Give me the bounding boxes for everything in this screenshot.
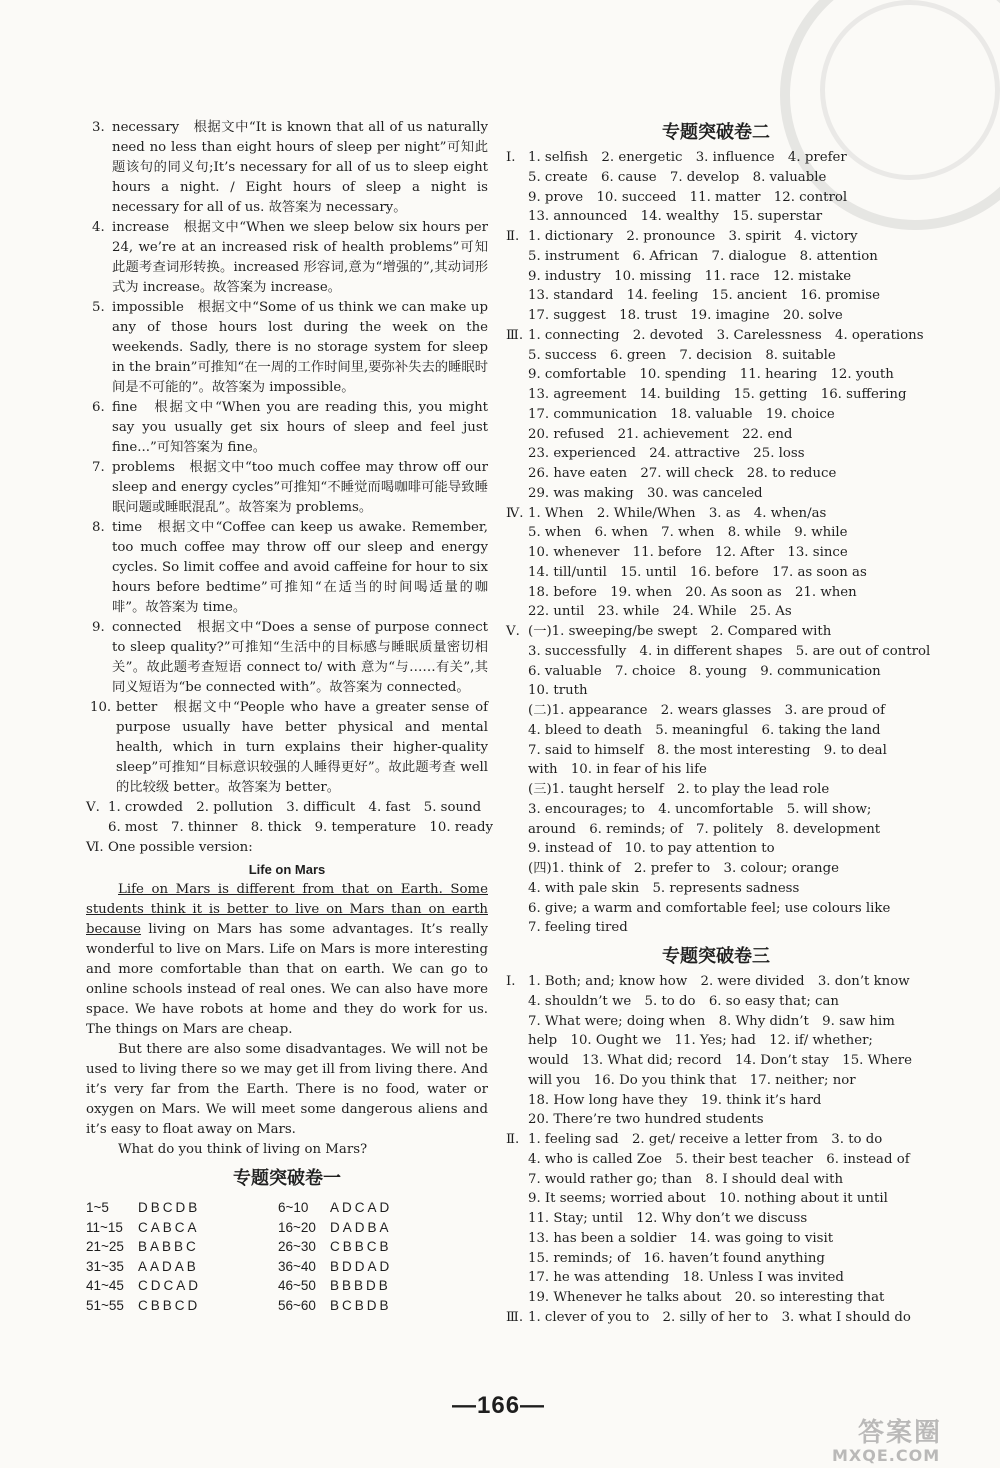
question-range: 16~20 [278, 1219, 316, 1235]
answer-text: 3. encourages; to 4. uncomfortable 5. will show; [528, 801, 872, 817]
answer-text: 1. dictionary 2. pronounce 3. spirit 4. victory [528, 229, 858, 244]
item-text: connected 根据文中“Does a sense of purpose connect to sleep quality?”可推知“生活中的目标感与睡眠质量密切相关”。故此题考查短语 connect to/ with 意为“与……有关”,其同义短语为“be connected with”。故答案为 connected。 [112, 620, 488, 695]
question-range: 1~5 [86, 1200, 109, 1215]
answer-line [506, 425, 926, 445]
answer-text: 6. give; a warm and comfortable feel; use colours like [528, 900, 891, 916]
question-range: 56~60 [278, 1297, 316, 1313]
answer-line [506, 1268, 926, 1288]
answer-explanations [86, 118, 488, 798]
answer-item [86, 398, 488, 458]
section-number: Ⅴ. [86, 800, 100, 815]
item-text: fine 根据文中“When you are reading this, you might say you usually get six hours of sleep and feel just fine...”可知答案为 fine。 [112, 400, 488, 455]
answer-text: 18. How long have they 19. think it’s hard [528, 1092, 822, 1108]
section-title: 专题突破卷一 [233, 1168, 341, 1189]
answer-text: 6. valuable 7. choice 8. young 9. communication [528, 663, 881, 679]
answer-line [506, 444, 926, 464]
answer-text: 23. experienced 24. attractive 25. loss [528, 446, 805, 462]
item-text: time 根据文中“Coffee can keep us awake. Remember, too much coffee may throw off our sleep and energy cycles. So limit coffee and avoid caffeine for hour to six hours before bedtime”可推知“在适当的时间喝适量的咖啡”。故答案为 time。 [112, 520, 488, 615]
answer-text: 9. instead of 10. to pay attention to [528, 841, 775, 857]
answer-text: 4. shouldn’t we 5. to do 6. so easy that; can [528, 993, 839, 1009]
answer-line [506, 701, 926, 721]
answer-line [506, 583, 926, 603]
answer-line [506, 504, 926, 524]
answer-text: 13. announced 14. wealthy 15. superstar [528, 209, 823, 225]
question-range: 51~55 [86, 1297, 124, 1313]
left-column [86, 118, 493, 1315]
answer-line [506, 1051, 926, 1071]
answer-key-row [86, 1237, 488, 1257]
answer-text: 10. whenever 11. before 12. After 13. since [528, 545, 848, 560]
answer-line [506, 1229, 926, 1249]
answer-text: 14. till/until 15. until 16. before 17. as soon as [528, 564, 867, 580]
answer-item [86, 698, 488, 798]
answer-line [506, 1249, 926, 1269]
section-number: Ⅵ. [86, 840, 104, 855]
answer-line [506, 306, 926, 326]
answer-letters: ADCAD [330, 1200, 393, 1215]
answer-line [506, 839, 926, 859]
section-number: Ⅰ. [506, 974, 516, 989]
answer-text: 1. feeling sad 2. get/ receive a letter from 3. to do [528, 1132, 883, 1147]
answer-text: 1. When 2. While/When 3. as 4. when/as [528, 505, 827, 521]
answer-text: 19. Whenever he talks about 20. so interesting that [528, 1290, 885, 1305]
answer-line [506, 1071, 926, 1091]
section-number: Ⅰ. [506, 150, 516, 165]
answer-text: would 13. What did; record 14. Don’t stay 15. Where [528, 1053, 912, 1068]
answer-text: will you 16. Do you think that 17. neither; nor [528, 1072, 856, 1088]
answer-text: 1. connecting 2. devoted 3. Carelessness 4. operations [528, 327, 924, 343]
answer-text: 10. truth [528, 683, 588, 699]
section-v-answers [86, 798, 488, 818]
answer-item [86, 518, 488, 618]
answer-text: 20. refused 21. achievement 22. end [528, 426, 793, 442]
answer-text: 9. It seems; worried about 10. nothing about it until [528, 1191, 888, 1207]
question-range: 46~50 [278, 1278, 316, 1293]
answer-letters: BCBDB [330, 1297, 392, 1313]
answer-line [506, 188, 926, 208]
answer-text: 4. who is called Zoe 5. their best teacher 6. instead of [528, 1151, 910, 1167]
item-number: 4. [92, 220, 105, 235]
answer-line [506, 543, 926, 563]
section-number: Ⅱ. [506, 229, 520, 244]
answer-text: 4. bleed to death 5. meaningful 6. taking the land [528, 722, 881, 738]
page-number: —166— [452, 1392, 546, 1419]
answer-line [506, 721, 926, 741]
answer-letters: AADAB [138, 1258, 199, 1274]
section-number: Ⅲ. [506, 1309, 524, 1325]
answer-text: 9. industry 10. missing 11. race 12. mistake [528, 268, 852, 284]
section-number: Ⅱ. [506, 1132, 520, 1147]
right-column [506, 118, 931, 1328]
answer-key-row [86, 1276, 488, 1296]
answer-line [506, 1150, 926, 1170]
essay-paragraph [86, 880, 488, 1040]
answer-letters: CBBCB [330, 1239, 392, 1254]
answer-line [506, 760, 926, 780]
answer-line [506, 227, 926, 247]
answer-text: 13. has been a soldier 14. was going to visit [528, 1230, 834, 1246]
answer-line [506, 622, 926, 642]
answer-text: 1. clever of you to 2. silly of her to 3. what I should do [528, 1309, 911, 1325]
answer-line [506, 148, 926, 168]
question-range: 31~35 [86, 1258, 124, 1274]
item-text: better 根据文中“People who have a greater sense of purpose usually have better physical and mental health, which in turn explains their higher-quality sleep”可推知“目标意识较强的人睡得更好”。故此题考查 well 的比较级 better。故答案为 better。 [116, 700, 488, 795]
answer-text: 26. have eaten 27. will check 28. to reduce [528, 466, 837, 481]
section-vi-label [86, 838, 488, 858]
answer-line [506, 405, 926, 425]
answer-line [506, 326, 926, 346]
essay-title: Life on Mars [248, 862, 326, 877]
section-2-answers [506, 148, 931, 938]
underlined-text: Life on Mars is different from that on Earth. Some students think it is better to live on Mars than on earth because [86, 882, 488, 937]
item-text: necessary 根据文中“It is known that all of us naturally need no less than eight hours of sleep per night”可知此题该句的同义句;It’s necessary for all of us to sleep eight hours a night. / Eight hours of sleep a night is necessary for all of us. 故答案为 necessary。 [112, 120, 488, 215]
answer-text: 17. suggest 18. trust 19. imagine 20. solve [528, 308, 843, 323]
answer-line [506, 972, 926, 992]
answer-text: 3. successfully 4. in different shapes 5. are out of control [528, 643, 931, 659]
answer-text: 17. communication 18. valuable 19. choice [528, 406, 835, 422]
answer-line [506, 464, 926, 484]
item-number: 5. [92, 300, 105, 315]
item-text: impossible 根据文中“Some of us think we can make up any of those hours lost during the week on the weekends. Sadly, there is no storage system for sleep in the brain”可推知“在一周的工作时间里,要弥补失去的睡眠时间是不可能的”。故答案为 impossible。 [112, 300, 488, 395]
answer-line [506, 286, 926, 306]
watermark-url: MXQE.COM [832, 1446, 941, 1465]
answer-line [506, 1189, 926, 1209]
question-range: 11~15 [86, 1219, 123, 1235]
answer-line [506, 1308, 926, 1328]
item-number: 10. [90, 700, 112, 715]
answer-line [506, 1012, 926, 1032]
answer-text: help 10. Ought we 11. Yes; had 12. if/ whether; [528, 1033, 873, 1049]
answer-letters: DBCDB [138, 1200, 201, 1215]
answer-item [86, 118, 488, 218]
answer-line [506, 1110, 926, 1130]
answer-line [506, 563, 926, 583]
answer-text: 7. What were; doing when 8. Why didn’t 9. saw him [528, 1013, 895, 1029]
answer-line [506, 346, 926, 366]
answer-item [86, 458, 488, 518]
answer-line [506, 1091, 926, 1111]
answer-letters: CABCA [138, 1219, 200, 1235]
answer-item [86, 298, 488, 398]
answer-line: 6. most 7. thinner 8. thick 9. temperature 10. ready [108, 820, 493, 835]
answer-letters: CDCAD [138, 1278, 202, 1293]
answer-line [506, 267, 926, 287]
answer-text: (一)1. sweeping/be swept 2. Compared with [528, 624, 832, 639]
answer-text: 13. standard 14. feeling 15. ancient 16. promise [528, 288, 880, 304]
item-number: 3. [92, 120, 105, 135]
item-number: 7. [92, 460, 105, 475]
answer-text: 17. he was attending 18. Unless I was invited [528, 1270, 844, 1286]
answer-text: 1. selfish 2. energetic 3. influence 4. prefer [528, 150, 847, 165]
section-number: Ⅲ. [506, 327, 524, 343]
answer-line [506, 899, 926, 919]
answer-line [506, 602, 926, 622]
answer-text: 5. instrument 6. African 7. dialogue 8. attention [528, 248, 878, 264]
section-number: Ⅳ. [506, 505, 524, 521]
answer-text: 7. feeling tired [528, 920, 628, 936]
watermark-logo: 答案圈 [858, 1418, 943, 1448]
answer-text: 1. Both; and; know how 2. were divided 3. don’t know [528, 974, 910, 989]
question-range: 26~30 [278, 1239, 316, 1254]
answer-text: 5. create 6. cause 7. develop 8. valuable [528, 169, 827, 185]
question-range: 6~10 [278, 1200, 309, 1215]
answer-text: 15. reminds; of 16. haven’t found anything [528, 1250, 825, 1266]
answer-key-row [86, 1218, 488, 1238]
answer-key-row [86, 1257, 488, 1277]
answer-letters: BBBDB [330, 1278, 391, 1293]
answer-line [506, 1170, 926, 1190]
answer-line [506, 918, 926, 938]
answer-text: 18. before 19. when 20. As soon as 21. when [528, 584, 857, 600]
answer-text: 22. until 23. while 24. While 25. As [528, 604, 792, 620]
answer-text: 20. There’re two hundred students [528, 1112, 764, 1128]
answer-text: 5. when 6. when 7. when 8. while 9. while [528, 525, 848, 541]
answer-text: around 6. reminds; of 7. politely 8. development [528, 821, 881, 837]
section-3-answers [506, 972, 926, 1328]
item-text: problems 根据文中“too much coffee may throw off our sleep and energy cycles”可推知“不睡觉而喝咖啡可能导致睡眠问题或睡眠混乱”。故答案为 problems。 [112, 460, 488, 515]
answer-line: 1. crowded 2. pollution 3. difficult 4. fast 5. sound [108, 800, 482, 815]
answer-line [506, 1130, 926, 1150]
answer-text: 7. would rather go; than 8. I should deal with [528, 1171, 844, 1187]
answer-letters: BDDAD [330, 1258, 393, 1274]
question-range: 36~40 [278, 1258, 316, 1274]
answer-text: 29. was making 30. was canceled [528, 485, 763, 501]
answer-item [86, 618, 488, 698]
answer-text: 4. with pale skin 5. represents sadness [528, 880, 800, 896]
answer-line [506, 207, 926, 227]
answer-line [506, 681, 926, 701]
item-text: increase 根据文中“When we sleep below six hours per 24, we’re at an increased risk of health problems”可知此题考查词形转换。increased 形容词,意为“增强的”,其动词形式为 increase。故答案为 increase。 [112, 220, 488, 295]
answer-text: 9. prove 10. succeed 11. matter 12. control [528, 189, 848, 205]
section-text: One possible version: [108, 840, 253, 855]
answer-line [506, 859, 926, 879]
question-range: 41~45 [86, 1278, 124, 1293]
answer-key-row [86, 1296, 488, 1316]
answer-text: (四)1. think of 2. prefer to 3. colour; orange [528, 861, 839, 876]
answer-line [506, 247, 926, 267]
answer-line [506, 879, 926, 899]
answer-text: (二)1. appearance 2. wears glasses 3. are proud of [528, 703, 886, 718]
answer-line [506, 741, 926, 761]
answer-line [506, 1209, 926, 1229]
answer-line [506, 662, 926, 682]
section-title: 专题突破卷二 [662, 122, 770, 143]
section-title: 专题突破卷三 [662, 946, 770, 967]
answer-line [506, 1288, 926, 1308]
answer-text: 9. comfortable 10. spending 11. hearing 12. youth [528, 367, 894, 383]
question-range: 21~25 [86, 1239, 124, 1254]
answer-line [506, 642, 931, 662]
answer-text: (三)1. taught herself 2. to play the lead role [528, 782, 830, 797]
answer-letters: BABBC [138, 1239, 199, 1254]
section-number: Ⅴ. [506, 624, 520, 639]
answer-item [86, 218, 488, 298]
item-number: 9. [92, 620, 105, 635]
answer-text: 11. Stay; until 12. Why don’t we discuss [528, 1211, 808, 1226]
answer-line [506, 523, 926, 543]
answer-line [506, 780, 926, 800]
answer-line [506, 1031, 926, 1051]
answer-line [506, 385, 926, 405]
answer-line [506, 168, 926, 188]
answer-text: 5. success 6. green 7. decision 8. suitable [528, 347, 836, 363]
answer-key-table [86, 1198, 488, 1315]
answer-line [506, 800, 926, 820]
answer-text: 13. agreement 14. building 15. getting 16. suffering [528, 387, 907, 402]
answer-letters: DADBA [330, 1219, 392, 1235]
answer-line [506, 484, 926, 504]
answer-text: with 10. in fear of his life [528, 762, 707, 778]
essay-text: living on Mars has some advantages. It’s really wonderful to live on Mars. Life on Mars is more interesting and more comfortable than that on earth. We can go to online schools instead of real ones. We can also have more space. We have robots at home and they do work for us. The things on Mars are cheap. [86, 922, 488, 1037]
essay-paragraph: What do you think of living on Mars? [118, 1142, 368, 1157]
answer-key-row [86, 1198, 488, 1218]
answer-line [506, 992, 926, 1012]
answer-line [506, 820, 926, 840]
answer-letters: CBBCD [138, 1297, 201, 1313]
essay-paragraph: But there are also some disadvantages. We will not be used to living there so we may get ill from living there. And it’s very far from the Earth. There is no food, water or oxygen on Mars. We will meet some dangerous aliens and it’s easy to float away on Mars. [86, 1042, 488, 1137]
answer-line [506, 365, 926, 385]
answer-text: 7. said to himself 8. the most interesting 9. to deal [528, 742, 887, 758]
item-number: 6. [92, 400, 105, 415]
item-number: 8. [92, 520, 105, 535]
